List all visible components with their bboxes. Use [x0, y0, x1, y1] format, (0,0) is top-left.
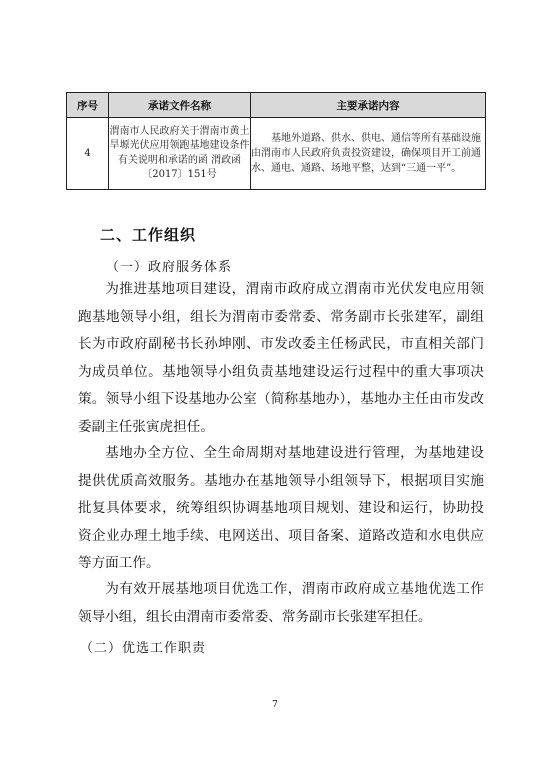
subsection-heading-2: （二）优选工作职责	[80, 641, 207, 656]
table-header-row	[67, 93, 486, 118]
paragraph-2: 基地办全方位、全生命周期对基地建设进行管理，为基地建设提供优质高效服务。基地办在基地领导小组领导下，根据项目实施批复具体要求，统筹组织协调基地项目规划、建设和运行，协助投资企业办理土地手续、电网送出、项目备案、道路改造和水电供应等方面工作。	[78, 445, 484, 571]
page-number: 7	[272, 700, 278, 710]
paragraph-1: 为推进基地项目建设，渭南市政府成立渭南市光伏发电应用领跑基地领导小组，组长为渭南市委常委、常务副市长张建军，副组长为市政府副秘书长孙坤刚、市发改委主任杨武民，市直相关部门为成员单位。基地领导小组负责基地建设运行过程中的重大事项决策。领导小组下设基地办公室（简称基地办），基地办主任由市发改委副主任张寅虎担任。	[78, 281, 484, 435]
cell-main-content: 基地外道路、供水、供电、通信等所有基础设施由渭南市人民政府负责投资建设，确保项目开工前通水、通电、通路、场地平整，达到“三通一平”。	[251, 118, 486, 190]
cell-document-name: 渭南市人民政府关于渭南市黄土旱塬光伏应用领跑基地建设条件有关说明和承诺的函 渭政函〔2017〕151号	[109, 118, 251, 190]
cell-serial-no: 4	[67, 118, 109, 190]
table-row	[67, 118, 486, 190]
commitment-table	[66, 92, 486, 190]
section-heading: 二、工作组织	[100, 226, 197, 244]
subsection-heading-1: （一）政府服务体系	[106, 260, 233, 275]
header-main-content: 主要承诺内容	[251, 93, 486, 118]
header-serial-no: 序号	[67, 93, 109, 118]
paragraph-3: 为有效开展基地项目优选工作，渭南市政府成立基地优选工作领导小组，组长由渭南市委常委、常务副市长张建军担任。	[78, 581, 484, 625]
header-document-name: 承诺文件名称	[109, 93, 251, 118]
